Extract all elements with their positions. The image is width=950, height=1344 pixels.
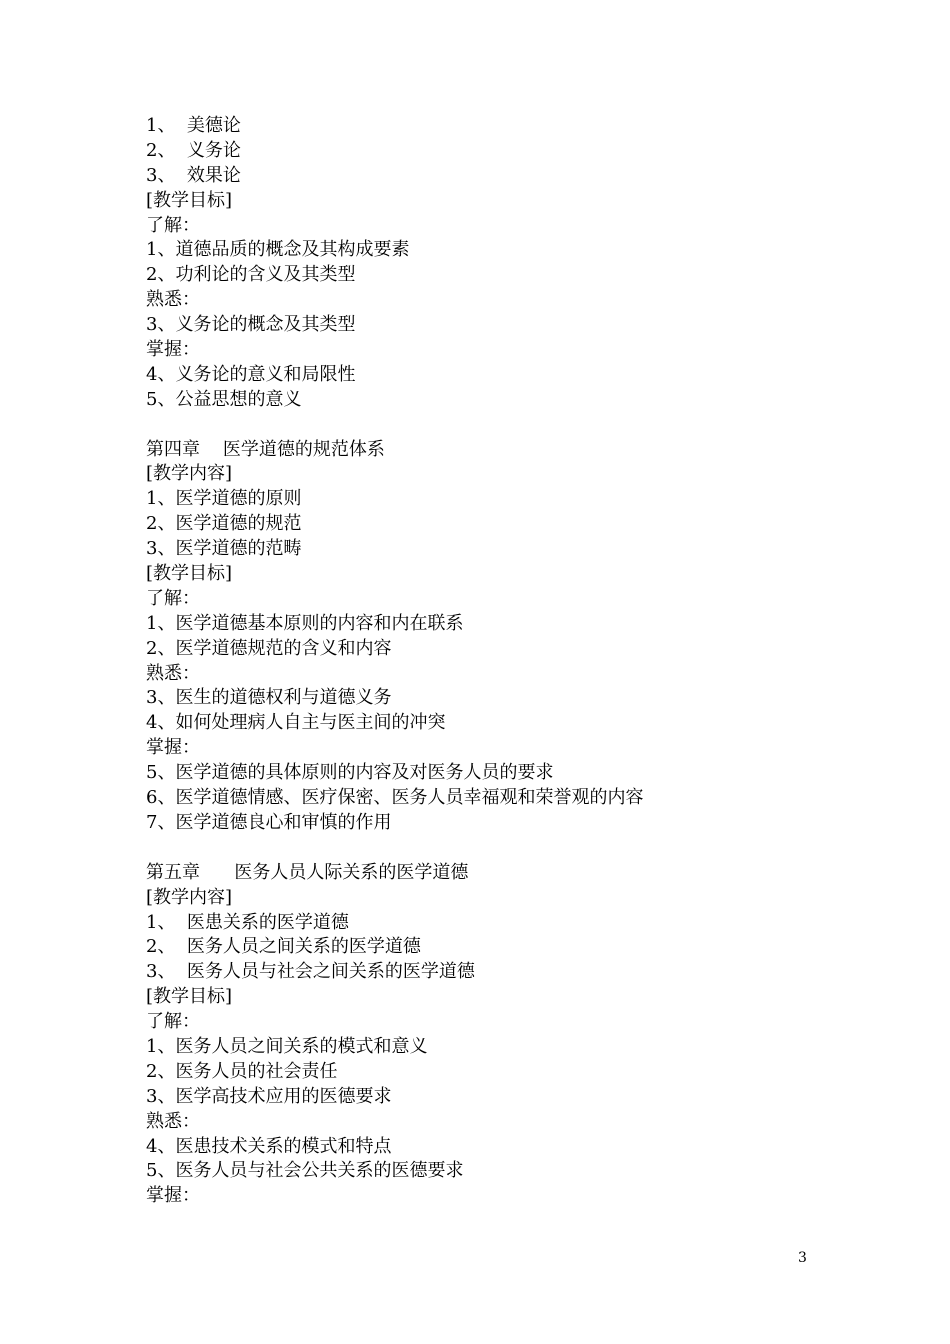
text-line: 1、 美德论 [146,115,241,136]
text-line: 掌握： [146,737,200,759]
text-line: 熟悉： [146,289,200,311]
text-line: 熟悉： [146,1110,200,1132]
text-line: 了解： [146,1011,200,1033]
text-line: 3、 医务人员与社会之间关系的医学道德 [146,961,475,983]
section-spacer [146,836,846,861]
text-line: 2、医学道德规范的含义和内容 [146,637,392,659]
text-line: 2、 义务论 [146,139,241,161]
text-line: 4、医患技术关系的模式和特点 [146,1135,392,1157]
text-line: 第五章 医务人员人际关系的医学道德 [146,861,469,883]
text-line: 5、医务人员与社会公共关系的医德要求 [146,1160,464,1182]
text-line: 3、医学高技术应用的医德要求 [146,1085,392,1107]
text-line: 第四章 医学道德的规范体系 [146,438,385,460]
document-body [146,114,846,1209]
text-line: 6、医学道德情感、医疗保密、医务人员幸福观和荣誉观的内容 [146,787,644,809]
text-line: [教学目标] [146,986,233,1008]
text-line: [教学目标] [146,189,233,211]
text-line: 2、 医务人员之间关系的医学道德 [146,936,421,958]
text-line: 1、道德品质的概念及其构成要素 [146,239,410,261]
section-spacer [146,413,846,438]
text-line: 1、医学道德的原则 [146,488,302,510]
text-line: 5、公益思想的意义 [146,388,302,410]
text-line: 1、医务人员之间关系的模式和意义 [146,1035,428,1057]
text-line: [教学内容] [146,886,233,908]
text-line: 3、义务论的概念及其类型 [146,314,356,336]
text-line: 2、医学道德的规范 [146,513,302,535]
text-line: 掌握： [146,1185,200,1207]
text-line: 掌握： [146,339,200,361]
text-line: [教学目标] [146,563,233,585]
text-line: 了解： [146,587,200,609]
text-line: 2、功利论的含义及其类型 [146,264,356,286]
text-line: 7、医学道德良心和审慎的作用 [146,811,392,833]
text-line: 4、如何处理病人自主与医主间的冲突 [146,712,446,734]
text-line: 2、医务人员的社会责任 [146,1060,338,1082]
text-line: 3、医学道德的范畴 [146,538,302,560]
text-line: 了解： [146,214,200,236]
text-line: 1、医学道德基本原则的内容和内在联系 [146,612,464,634]
text-line: 4、义务论的意义和局限性 [146,363,356,385]
text-line: 1、 医患关系的医学道德 [146,911,349,933]
text-line: 3、医生的道德权利与道德义务 [146,687,392,709]
text-line: [教学内容] [146,463,233,485]
text-line: 5、医学道德的具体原则的内容及对医务人员的要求 [146,762,554,784]
text-line: 熟悉： [146,662,200,684]
text-line: 3、 效果论 [146,164,241,186]
page-number: 3 [798,1250,807,1266]
